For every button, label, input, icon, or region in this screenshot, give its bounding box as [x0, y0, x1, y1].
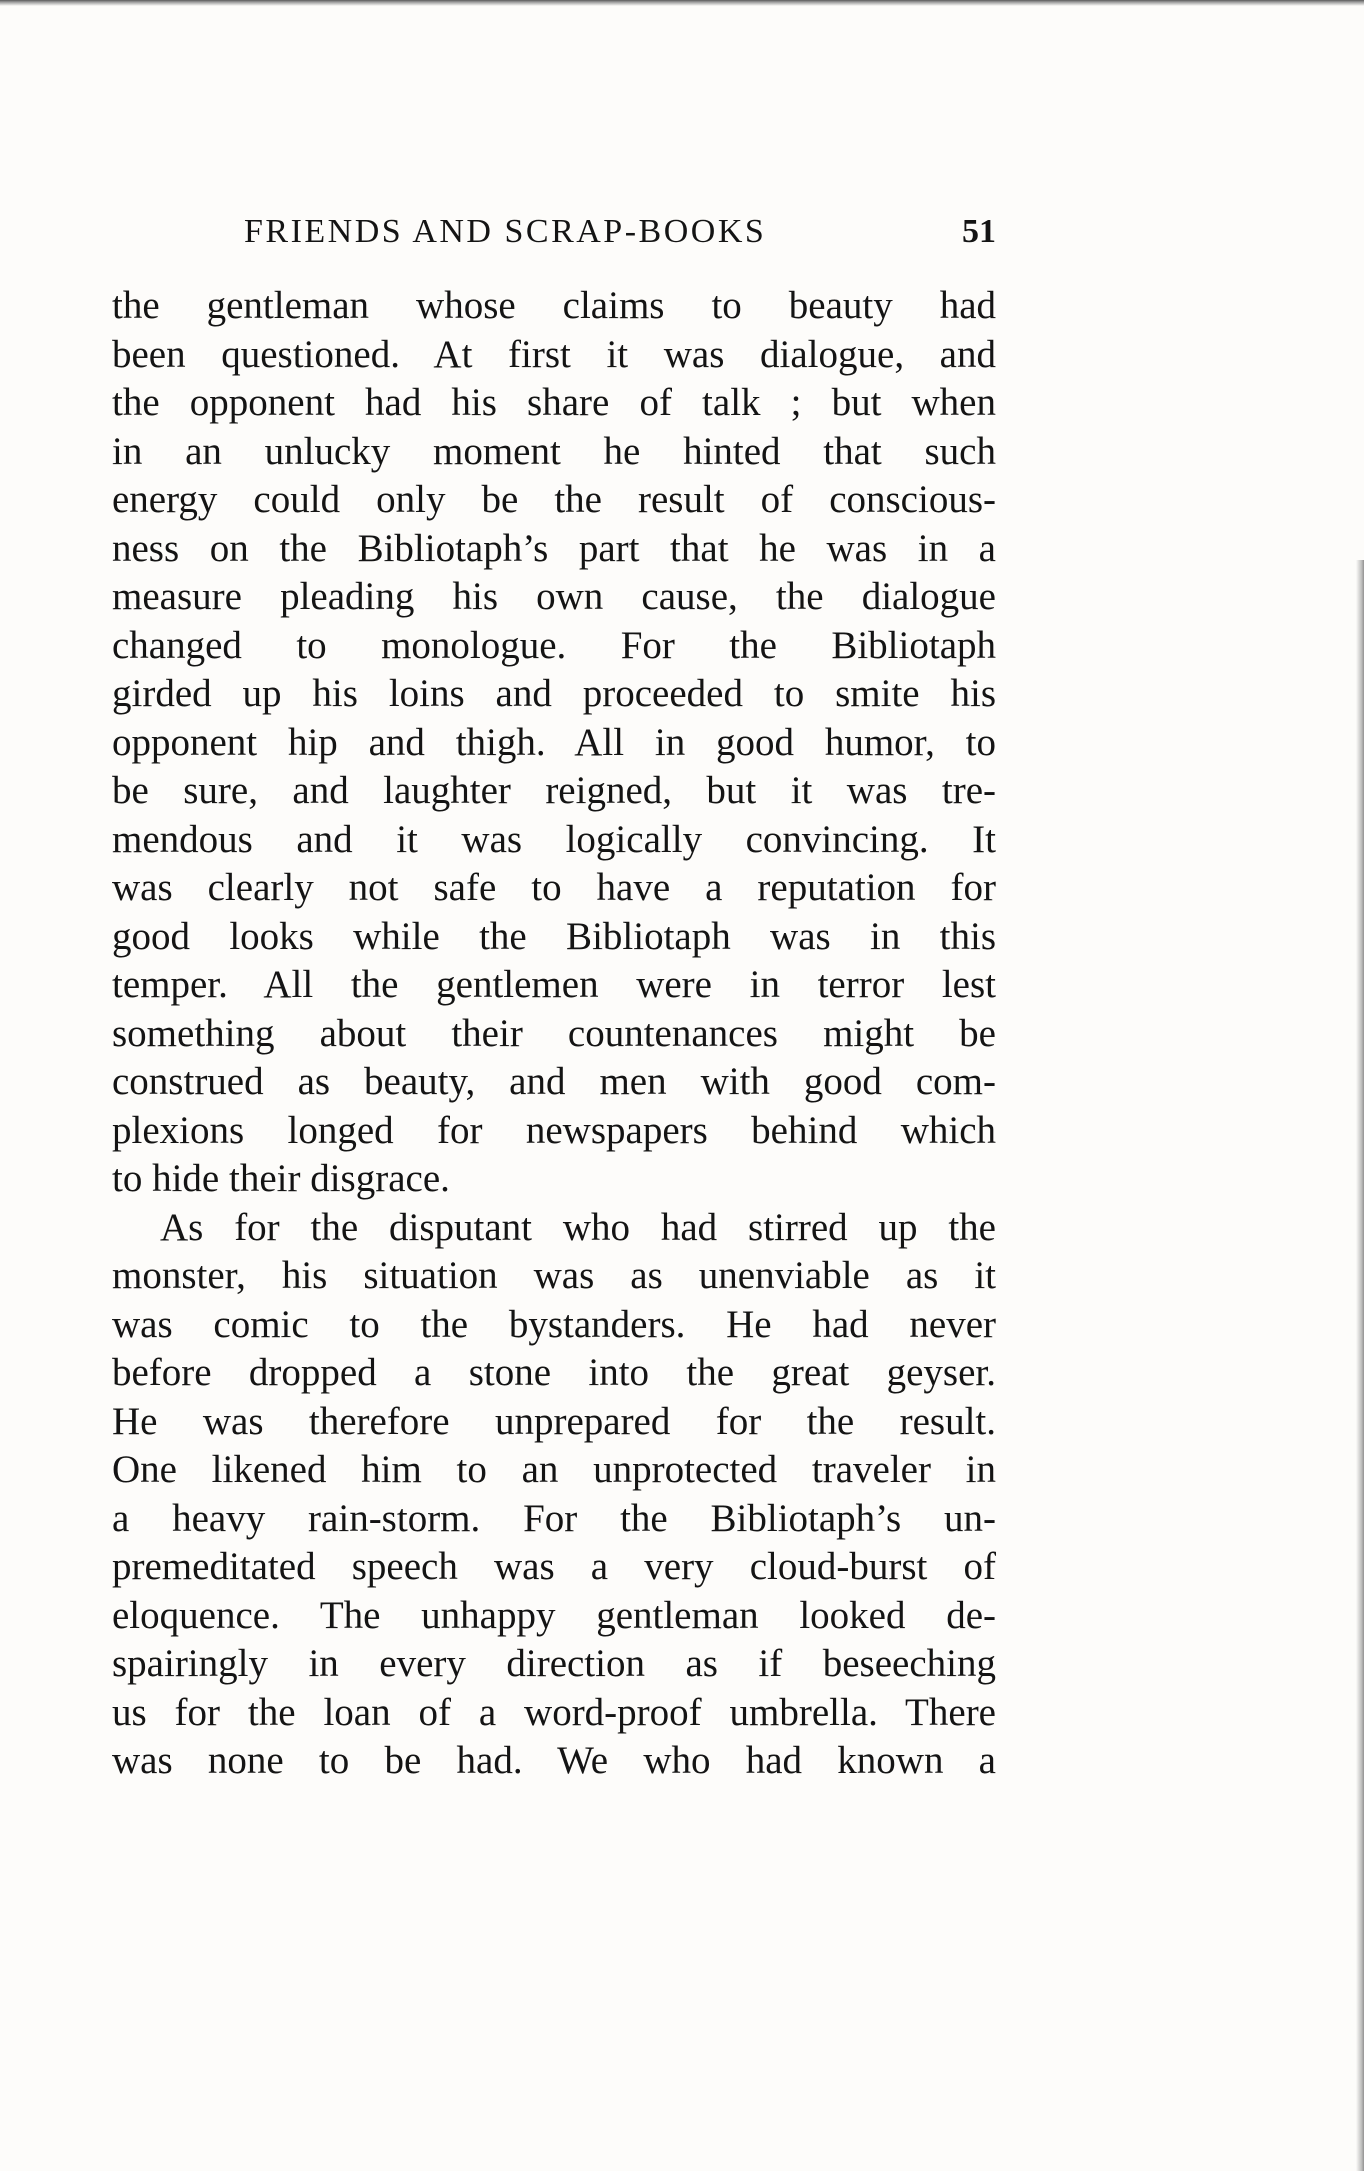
text-line: before dropped a stone into the great geyser.: [112, 1351, 996, 1394]
text-line: eloquence. The unhappy gentleman looked de-: [112, 1593, 996, 1637]
text-line: As for the disputant who had stirred up the: [160, 1205, 996, 1249]
text-line: spairingly in every direction as if beseeching: [112, 1642, 996, 1685]
text-line: He was therefore unprepared for the result.: [112, 1399, 996, 1443]
page-number: 51: [962, 213, 996, 250]
text-line: was none to be had. We who had known a: [112, 1739, 996, 1782]
text-line: a heavy rain-storm. For the Bibliotaph’s un-: [112, 1496, 996, 1540]
text-line: to hide their disgrace.: [112, 1157, 450, 1200]
text-line: ness on the Bibliotaph’s part that he was in a: [112, 526, 996, 570]
text-line: was comic to the bystanders. He had never: [112, 1302, 996, 1346]
text-line: the gentleman whose claims to beauty had: [112, 284, 996, 327]
text-line: good looks while the Bibliotaph was in this: [112, 914, 996, 958]
text-line: be sure, and laughter reigned, but it was tre-: [112, 769, 996, 812]
paragraph-1: [112, 282, 996, 1204]
text-line: been questioned. At first it was dialogue, and: [112, 332, 996, 376]
text-line: us for the loan of a word-proof umbrella. There: [112, 1690, 996, 1734]
page-right-edge: [1356, 560, 1364, 2171]
text-line: mendous and it was logically convincing. It: [112, 817, 996, 861]
paragraph-2: [112, 1204, 996, 1786]
text-line: One likened him to an unprotected traveler in: [112, 1448, 996, 1491]
text-line: construed as beauty, and men with good com-: [112, 1060, 996, 1103]
running-title: FRIENDS AND SCRAP-BOOKS: [244, 213, 767, 250]
text-line: the opponent had his share of talk ; but when: [112, 381, 996, 424]
text-line: something about their countenances might be: [112, 1011, 996, 1055]
text-line: monster, his situation was as unenviable as it: [112, 1254, 996, 1297]
body-text: [112, 282, 996, 1786]
text-line: temper. All the gentlemen were in terror lest: [112, 963, 996, 1006]
text-line: measure pleading his own cause, the dialogue: [112, 575, 996, 618]
text-line: was clearly not safe to have a reputation for: [112, 866, 996, 909]
text-line: girded up his loins and proceeded to smite his: [112, 672, 996, 715]
running-head: [112, 210, 996, 254]
text-line: changed to monologue. For the Bibliotaph: [112, 623, 996, 667]
text-line: energy could only be the result of conscious-: [112, 478, 996, 521]
text-line: in an unlucky moment he hinted that such: [112, 429, 996, 473]
page-top-edge: [0, 0, 1364, 6]
text-line: opponent hip and thigh. All in good humor, to: [112, 720, 996, 764]
text-line: premeditated speech was a very cloud-burst of: [112, 1545, 996, 1588]
text-line: plexions longed for newspapers behind which: [112, 1108, 996, 1152]
